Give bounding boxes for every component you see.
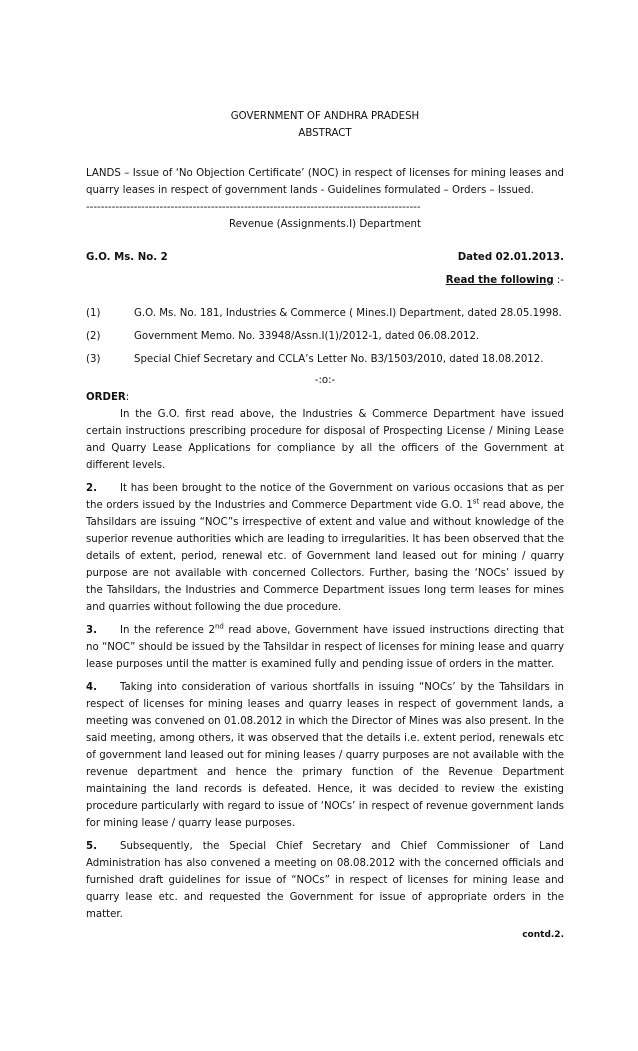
paragraph-4: 4. Taking into consideration of various shortfalls in issuing “NOCs’ by the Tahsildars in respect of licenses for mining leases and quarry leases in respect of government lands, a meeting was convened on 01.08.2012 in which the Director of Mines was also present. In the said meeting, among others, it was observed that the details i.e. extent period, renewals etc of government land leased out for mining leases / quarry purposes are not available with the revenue department and hence the primary function of the Revenue Department maintaining the land records is defeated. Hence, it was decided to review the existing procedure particularly with regard to issue of ‘NOCs’ in respect of revenue government lands for mining lease / quarry lease purposes. [86, 679, 564, 832]
department: Revenue (Assignments.I) Department [229, 219, 421, 230]
reference-text: Special Chief Secretary and CCLA’s Letter No. B3/1503/2010, dated 18.08.2012. [134, 354, 544, 365]
subject: LANDS – Issue of ‘No Objection Certificate’ (NOC) in respect of licenses for mining leases and quarry leases in respect of government lands - Guidelines formulated – Orders – Issued. [86, 168, 564, 196]
reference-text: G.O. Ms. No. 181, Industries & Commerce ( Mines.I) Department, dated 28.05.1998. [134, 308, 562, 319]
paragraph-3: 3. In the reference 2nd read above, Government have issued instructions directing that no “NOC” should be issued by the Tahsildar in respect of licenses for mining lease and quarry lease purposes until the matter is examined fully and pending issue of orders in the matter. [86, 622, 564, 670]
go-date: Dated 02.01.2013. [457, 252, 564, 263]
reference-text: Government Memo. No. 33948/Assn.I(1)/2012-1, dated 06.08.2012. [134, 331, 480, 342]
divider-rule: ------------------------------------------------------------------------------------------- [86, 202, 421, 213]
reference-number: (2) [86, 331, 101, 342]
reference-item [86, 351, 564, 368]
paragraph-number: 2. [86, 483, 97, 494]
document-page [86, 108, 564, 944]
paragraph-number: 5. [86, 841, 97, 852]
read-following-suffix: :- [553, 275, 564, 286]
reference-number: (3) [86, 354, 101, 365]
read-following [86, 272, 564, 289]
paragraph-2: 2. It has been brought to the notice of the Government on various occasions that as per the orders issued by the Industries and Commerce Department vide G.O. 1st read above, the Tahsildars are issuing “NOC”s irrespective of extent and value and without knowledge of the superior revenue authorities which are leading to irregularities. It has been observed that the details of extent, period, renewal etc. of Government land leased out for mining / quarry purpose are not available with concerned Collectors. Further, basing the ‘NOCs’ issued by the Tahsildars, the Industries and Commerce Department issues long term leases for mines and quarries without following the due procedure. [86, 480, 564, 616]
reference-item [86, 328, 564, 345]
order-heading: ORDER: [86, 392, 130, 403]
abstract-title: ABSTRACT [298, 128, 352, 139]
reference-number: (1) [86, 308, 101, 319]
paragraph-1: In the G.O. first read above, the Industries & Commerce Department have issued certain instructions prescribing procedure for disposal of Prospecting License / Mining Lease and Quarry Lease Applications for compliance by all the officers of the Government at different levels. [86, 409, 564, 471]
separator: -:o:- [314, 375, 336, 386]
reference-item [86, 305, 564, 322]
go-row [86, 249, 564, 266]
read-following-label: Read the following [445, 275, 554, 286]
govt-title: GOVERNMENT OF ANDHRA PRADESH [230, 111, 420, 122]
paragraph-number: 4. [86, 682, 97, 693]
paragraph-5: 5. Subsequently, the Special Chief Secretary and Chief Commissioner of Land Administration has also convened a meeting on 08.08.2012 with the concerned officials and furnished draft guidelines for issue of “NOCs” in respect of licenses for mining lease and quarry lease etc. and requested the Government for issue of appropriate orders in the matter. [86, 838, 564, 923]
paragraph-number: 3. [86, 625, 97, 636]
references [86, 305, 564, 368]
continued-note: contd.2. [522, 930, 564, 940]
go-number: G.O. Ms. No. 2 [86, 252, 168, 263]
